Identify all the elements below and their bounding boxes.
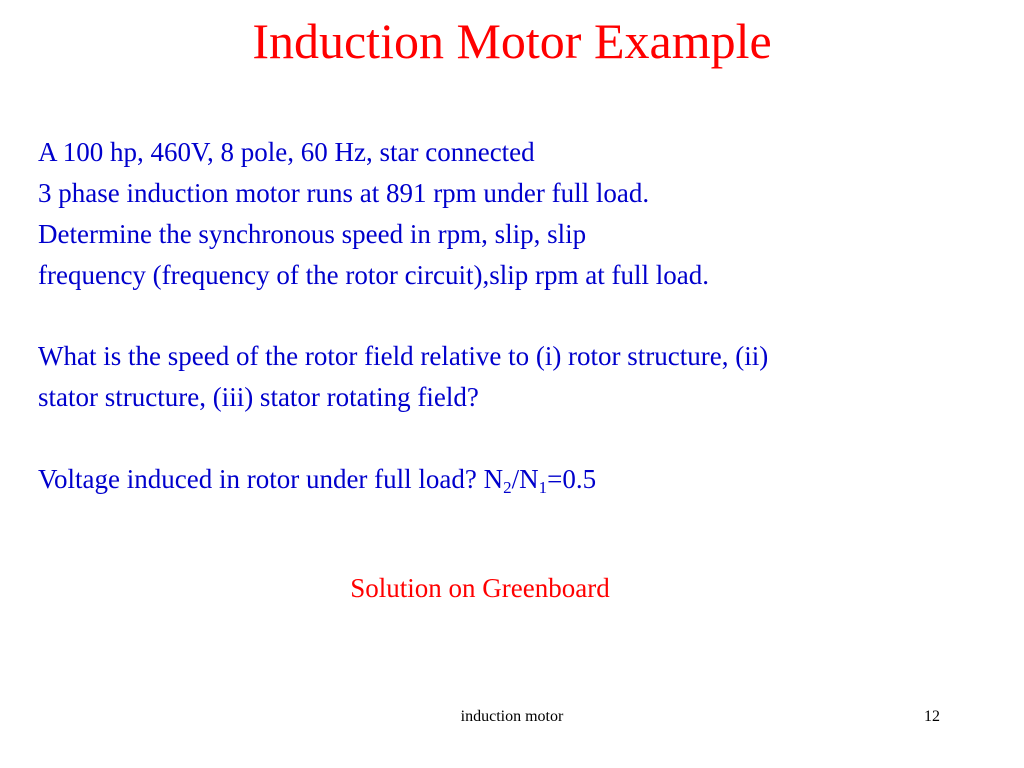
voltage-question-mid: /N	[511, 464, 539, 494]
problem-line-1: A 100 hp, 460V, 8 pole, 60 Hz, star connected	[38, 137, 535, 167]
turns-subscript-1: 1	[538, 478, 548, 497]
problem-line-4: frequency (frequency of the rotor circuit),slip rpm at full load.	[38, 260, 709, 290]
voltage-question-line	[38, 459, 998, 500]
rotor-field-question-paragraph	[38, 336, 998, 418]
footer-label: induction motor	[460, 708, 564, 725]
voltage-question-prefix: Voltage induced in rotor under full load? N	[38, 464, 504, 494]
page-number: 12	[924, 708, 940, 725]
problem-line-2: 3 phase induction motor runs at 891 rpm under full load.	[38, 178, 650, 208]
solution-note: Solution on Greenboard	[350, 573, 610, 603]
problem-statement-paragraph	[38, 132, 998, 296]
question-line-1: What is the speed of the rotor field relative to (i) rotor structure, (ii)	[38, 341, 769, 371]
voltage-question-paragraph	[38, 459, 998, 500]
problem-line-3: Determine the synchronous speed in rpm, slip, slip	[38, 219, 587, 249]
question-line-2: stator structure, (iii) stator rotating field?	[38, 382, 479, 412]
slide-title: Induction Motor Example	[252, 13, 772, 69]
voltage-question-suffix: =0.5	[547, 464, 597, 494]
turns-subscript-2: 2	[503, 478, 512, 497]
